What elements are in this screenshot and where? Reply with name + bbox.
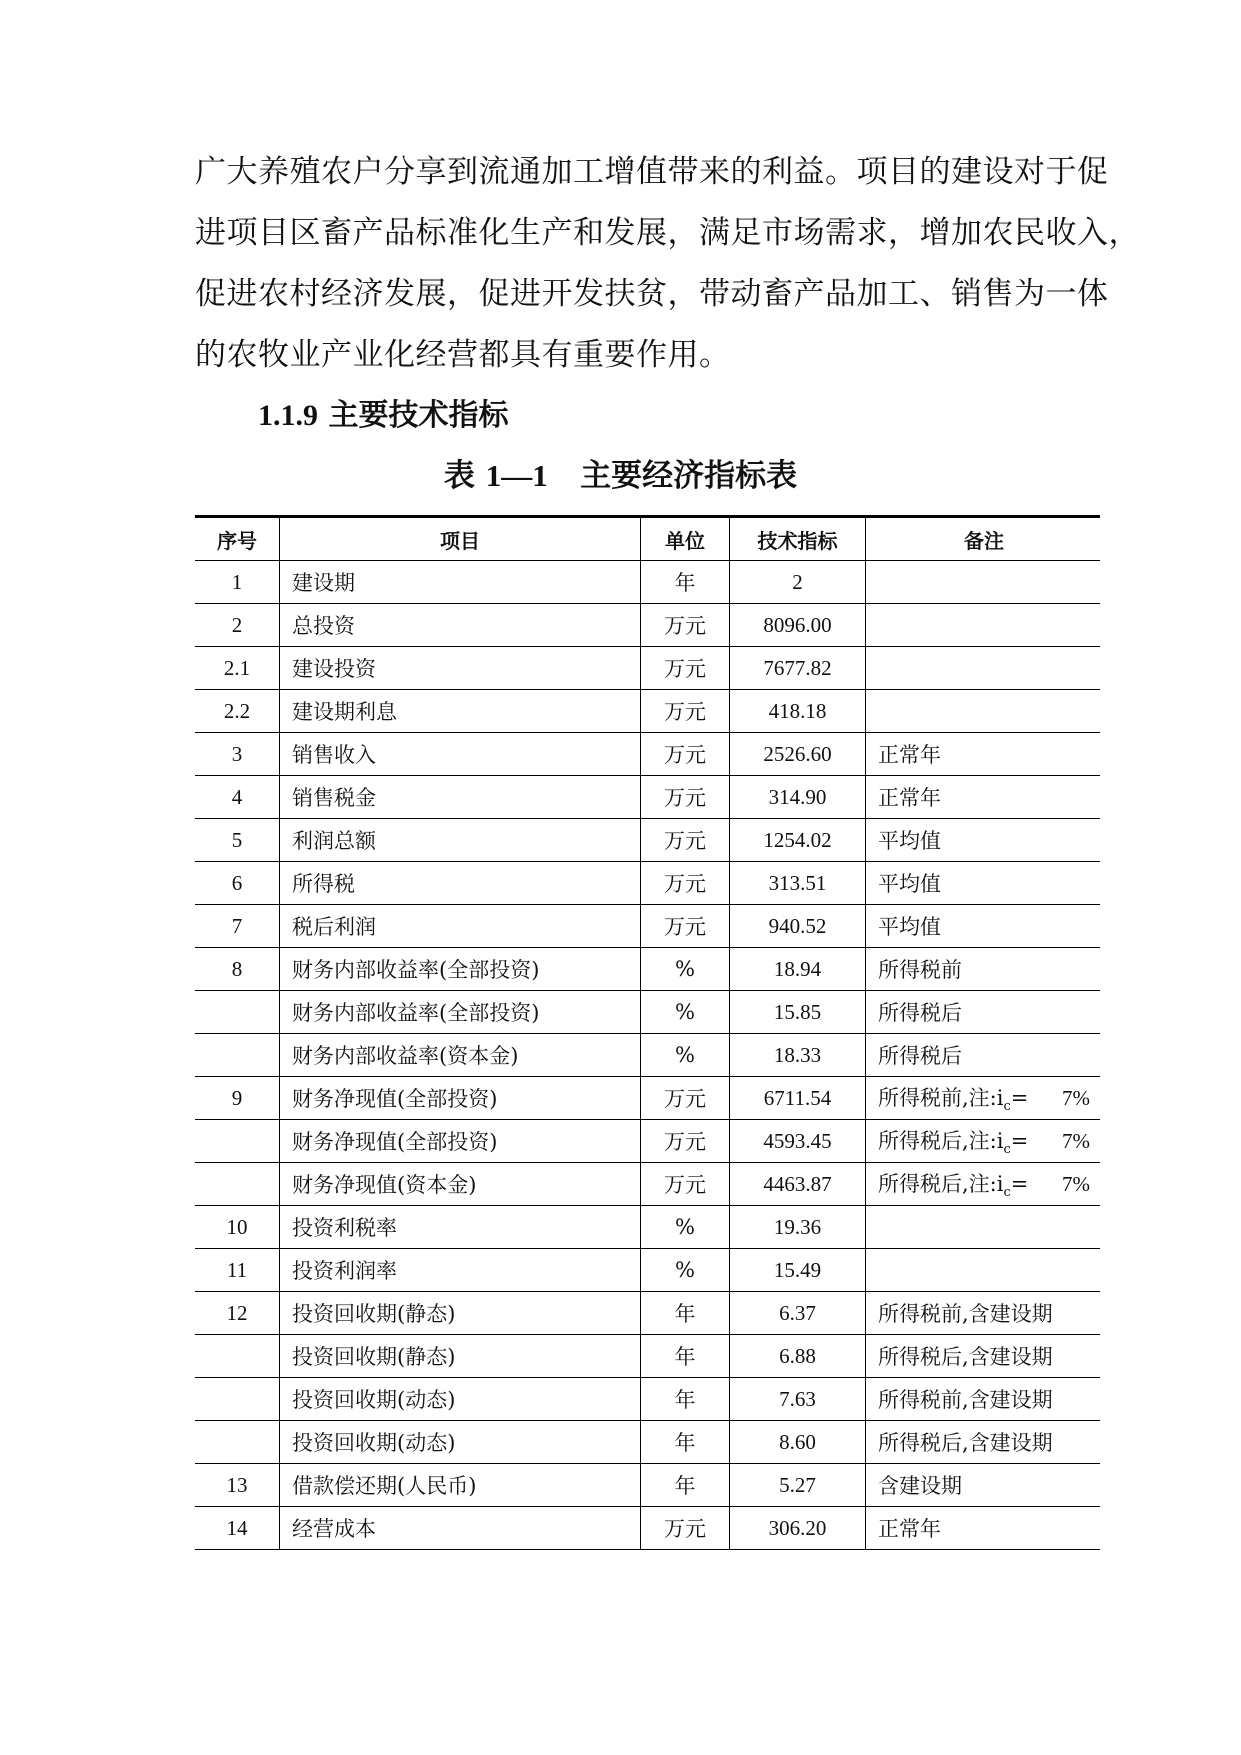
header-unit: 单位 [641, 517, 730, 561]
note-wrap [878, 1168, 1090, 1200]
row-value: 6.37 [730, 1292, 866, 1335]
row-item: 财务净现值(资本金) [280, 1163, 641, 1206]
row-item: 销售税金 [280, 776, 641, 819]
row-note [866, 1120, 1101, 1163]
table-row [195, 1249, 1100, 1292]
table-caption [0, 450, 1241, 495]
row-number [195, 1034, 280, 1077]
row-note: 所得税前,含建设期 [866, 1378, 1101, 1421]
row-unit: 年 [641, 1292, 730, 1335]
paragraph-line: 促进农村经济发展，促进开发扶贫，带动畜产品加工、销售为一体 [195, 276, 1109, 312]
row-number [195, 991, 280, 1034]
row-number: 4 [195, 776, 280, 819]
row-item: 财务内部收益率(全部投资) [280, 948, 641, 991]
note-subscript: c [1003, 1185, 1011, 1201]
table-row [195, 1077, 1100, 1120]
row-unit: 年 [641, 1335, 730, 1378]
paragraph-line: 的农牧业产业化经营都具有重要作用。 [195, 337, 731, 373]
row-value: 1254.02 [730, 819, 866, 862]
row-number: 5 [195, 819, 280, 862]
table-row [195, 1163, 1100, 1206]
row-item: 财务内部收益率(资本金) [280, 1034, 641, 1077]
row-item: 建设期 [280, 561, 641, 604]
row-item: 财务内部收益率(全部投资) [280, 991, 641, 1034]
header-item: 项目 [280, 517, 641, 561]
row-unit: % [641, 1206, 730, 1249]
row-item: 投资回收期(动态) [280, 1378, 641, 1421]
row-number: 10 [195, 1206, 280, 1249]
row-value: 2526.60 [730, 733, 866, 776]
row-unit: 万元 [641, 733, 730, 776]
row-value: 4593.45 [730, 1120, 866, 1163]
row-number: 14 [195, 1507, 280, 1550]
row-item: 建设期利息 [280, 690, 641, 733]
row-note: 所得税前 [866, 948, 1101, 991]
row-unit: % [641, 1034, 730, 1077]
table-row [195, 1034, 1100, 1077]
row-unit: 万元 [641, 690, 730, 733]
row-note [866, 647, 1101, 690]
row-number: 3 [195, 733, 280, 776]
row-note: 正常年 [866, 776, 1101, 819]
row-value: 15.85 [730, 991, 866, 1034]
row-unit: 万元 [641, 1120, 730, 1163]
row-unit: 万元 [641, 1507, 730, 1550]
paragraph-line: 广大养殖农户分享到流通加工增值带来的利益。项目的建设对于促 [195, 154, 1109, 190]
row-item: 投资利税率 [280, 1206, 641, 1249]
table-row [195, 819, 1100, 862]
body-paragraph [195, 142, 1140, 386]
note-tail: = [1010, 1085, 1029, 1110]
section-heading [258, 390, 508, 434]
row-value: 6.88 [730, 1335, 866, 1378]
row-number: 13 [195, 1464, 280, 1507]
row-note: 含建设期 [866, 1464, 1101, 1507]
row-note [866, 690, 1101, 733]
note-rate: 7% [1062, 1085, 1090, 1110]
row-note: 所得税后 [866, 991, 1101, 1034]
row-value: 6711.54 [730, 1077, 866, 1120]
row-note: 所得税前,含建设期 [866, 1292, 1101, 1335]
row-unit: 万元 [641, 905, 730, 948]
table-row [195, 561, 1100, 604]
row-number: 8 [195, 948, 280, 991]
note-wrap [878, 1125, 1090, 1157]
table-row [195, 905, 1100, 948]
table-row [195, 733, 1100, 776]
section-number: 1.1.9 [258, 399, 318, 432]
table-row [195, 604, 1100, 647]
table-row [195, 991, 1100, 1034]
row-unit: 万元 [641, 1077, 730, 1120]
table-row [195, 1206, 1100, 1249]
row-unit: 万元 [641, 604, 730, 647]
table-caption-title: 主要经济指标表 [580, 458, 798, 494]
section-title: 主要技术指标 [328, 398, 509, 433]
row-number: 12 [195, 1292, 280, 1335]
row-note [866, 604, 1101, 647]
table-header-row [195, 517, 1100, 561]
row-value: 18.94 [730, 948, 866, 991]
table-row [195, 862, 1100, 905]
table-row [195, 647, 1100, 690]
row-number: 9 [195, 1077, 280, 1120]
row-value: 4463.87 [730, 1163, 866, 1206]
table-row [195, 948, 1100, 991]
row-value: 418.18 [730, 690, 866, 733]
header-note: 备注 [866, 517, 1101, 561]
note-tail: = [1010, 1128, 1029, 1153]
row-note: 平均值 [866, 905, 1101, 948]
row-number: 11 [195, 1249, 280, 1292]
header-value: 技术指标 [730, 517, 866, 561]
table-row [195, 1292, 1100, 1335]
row-number [195, 1120, 280, 1163]
row-value: 19.36 [730, 1206, 866, 1249]
row-note: 所得税后,含建设期 [866, 1335, 1101, 1378]
row-note: 所得税后 [866, 1034, 1101, 1077]
row-note: 平均值 [866, 819, 1101, 862]
row-item: 总投资 [280, 604, 641, 647]
row-unit: 万元 [641, 862, 730, 905]
row-value: 5.27 [730, 1464, 866, 1507]
table-header [195, 517, 1100, 561]
row-note: 正常年 [866, 733, 1101, 776]
row-number: 2.1 [195, 647, 280, 690]
row-number: 6 [195, 862, 280, 905]
table-row [195, 1378, 1100, 1421]
note-rate: 7% [1062, 1128, 1090, 1153]
row-unit: 万元 [641, 819, 730, 862]
row-unit: 年 [641, 561, 730, 604]
row-unit: % [641, 948, 730, 991]
row-value: 8096.00 [730, 604, 866, 647]
row-item: 借款偿还期(人民币) [280, 1464, 641, 1507]
row-item: 投资回收期(静态) [280, 1335, 641, 1378]
paragraph-line: 进项目区畜产品标准化生产和发展，满足市场需求，增加农民收入， [195, 215, 1140, 251]
table-row [195, 776, 1100, 819]
note-subscript: c [1003, 1142, 1011, 1158]
row-item: 利润总额 [280, 819, 641, 862]
row-item: 财务净现值(全部投资) [280, 1077, 641, 1120]
row-note: 平均值 [866, 862, 1101, 905]
table-caption-number: 1—1 [485, 458, 548, 493]
row-value: 2 [730, 561, 866, 604]
row-unit: % [641, 1249, 730, 1292]
row-item: 所得税 [280, 862, 641, 905]
row-item: 投资回收期(静态) [280, 1292, 641, 1335]
row-value: 940.52 [730, 905, 866, 948]
row-note [866, 561, 1101, 604]
row-item: 经营成本 [280, 1507, 641, 1550]
row-value: 15.49 [730, 1249, 866, 1292]
row-number [195, 1163, 280, 1206]
note-tail: = [1010, 1171, 1029, 1196]
row-unit: 万元 [641, 776, 730, 819]
note-rate: 7% [1062, 1171, 1090, 1196]
row-item: 建设投资 [280, 647, 641, 690]
row-number: 7 [195, 905, 280, 948]
table-row [195, 1421, 1100, 1464]
row-value: 8.60 [730, 1421, 866, 1464]
row-number: 2 [195, 604, 280, 647]
row-item: 财务净现值(全部投资) [280, 1120, 641, 1163]
note-text [878, 1125, 1028, 1157]
note-text [878, 1082, 1028, 1114]
note-subscript: c [1003, 1099, 1011, 1115]
header-no: 序号 [195, 517, 280, 561]
row-value: 314.90 [730, 776, 866, 819]
table-row [195, 1335, 1100, 1378]
row-item: 销售收入 [280, 733, 641, 776]
row-value: 7677.82 [730, 647, 866, 690]
row-value: 306.20 [730, 1507, 866, 1550]
row-note: 正常年 [866, 1507, 1101, 1550]
row-unit: 年 [641, 1464, 730, 1507]
row-note [866, 1077, 1101, 1120]
row-unit: % [641, 991, 730, 1034]
note-main: 所得税后,注:i [878, 1171, 1004, 1196]
table-caption-prefix: 表 [443, 458, 475, 494]
row-note [866, 1249, 1101, 1292]
row-unit: 年 [641, 1378, 730, 1421]
row-number [195, 1335, 280, 1378]
economic-indicators-table [195, 515, 1100, 1550]
row-number [195, 1378, 280, 1421]
row-unit: 万元 [641, 647, 730, 690]
row-note [866, 1206, 1101, 1249]
row-unit: 万元 [641, 1163, 730, 1206]
row-unit: 年 [641, 1421, 730, 1464]
row-value: 18.33 [730, 1034, 866, 1077]
note-wrap [878, 1082, 1090, 1114]
table-row [195, 1507, 1100, 1550]
note-text [878, 1168, 1028, 1200]
table-body [195, 561, 1100, 1550]
row-note [866, 1163, 1101, 1206]
row-item: 税后利润 [280, 905, 641, 948]
table-row [195, 690, 1100, 733]
table-row [195, 1464, 1100, 1507]
row-item: 投资回收期(动态) [280, 1421, 641, 1464]
row-number [195, 1421, 280, 1464]
note-main: 所得税前,注:i [878, 1085, 1004, 1110]
row-value: 7.63 [730, 1378, 866, 1421]
row-note: 所得税后,含建设期 [866, 1421, 1101, 1464]
note-main: 所得税后,注:i [878, 1128, 1004, 1153]
table-row [195, 1120, 1100, 1163]
row-item: 投资利润率 [280, 1249, 641, 1292]
row-number: 2.2 [195, 690, 280, 733]
row-number: 1 [195, 561, 280, 604]
row-value: 313.51 [730, 862, 866, 905]
